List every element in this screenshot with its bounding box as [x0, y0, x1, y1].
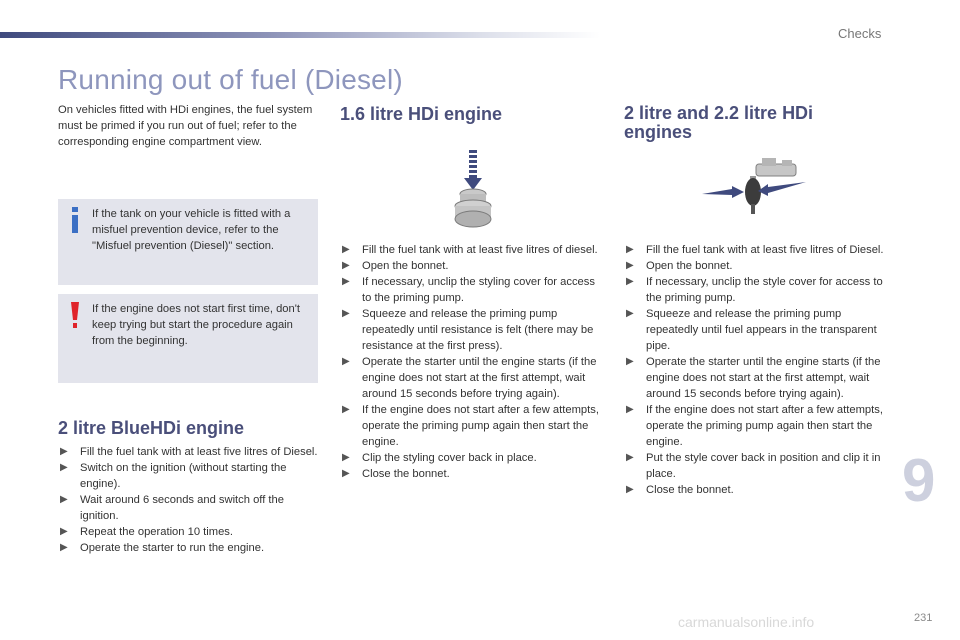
page-number: 231: [914, 612, 933, 624]
bullet-icon: ▶: [342, 260, 350, 271]
step-text: Fill the fuel tank with at least five litres of Diesel.: [80, 446, 318, 458]
bullet-icon: ▶: [342, 308, 350, 319]
step-item: [624, 242, 890, 258]
bullet-icon: ▶: [626, 244, 634, 255]
step-text: Clip the styling cover back in place.: [362, 452, 537, 464]
step-item: [340, 450, 602, 466]
step-text: Open the bonnet.: [646, 260, 733, 272]
bullet-icon: ▶: [626, 452, 634, 463]
step-item: [340, 306, 602, 354]
step-item: [624, 274, 890, 306]
hdi2-heading: 2 litre and 2.2 litre HDi engines: [624, 103, 814, 142]
section-label: Checks: [838, 26, 882, 41]
warning-notice: [58, 294, 318, 383]
bullet-icon: ▶: [60, 494, 68, 505]
bullet-icon: ▶: [626, 356, 634, 367]
step-text: Squeeze and release the priming pump repeatedly until fuel appears in the transparent pipe.: [646, 308, 877, 352]
info-notice: [58, 199, 318, 285]
bullet-icon: ▶: [626, 484, 634, 495]
step-item: [340, 258, 602, 274]
bullet-icon: ▶: [60, 446, 68, 457]
step-text: Operate the starter until the engine starts (if the engine does not start at the first attempt, wait around 15 seconds before trying again).: [362, 356, 597, 400]
bullet-icon: ▶: [626, 276, 634, 287]
step-item: [58, 492, 320, 524]
step-item: [340, 466, 602, 482]
bullet-icon: ▶: [60, 526, 68, 537]
step-text: Squeeze and release the priming pump repeatedly until resistance is felt (there may be resistance at the first press).: [362, 308, 594, 352]
bluehdi-steps: [58, 444, 320, 556]
watermark: carmanualsonline.info: [678, 614, 815, 630]
step-text: If the engine does not start after a few attempts, operate the priming pump again then start the engine.: [646, 404, 883, 448]
step-item: [624, 354, 890, 402]
step-text: Operate the starter to run the engine.: [80, 542, 265, 554]
hdi16-heading: 1.6 litre HDi engine: [340, 104, 503, 124]
bullet-icon: ▶: [626, 260, 634, 271]
step-item: [624, 258, 890, 274]
step-item: [58, 444, 320, 460]
page-title: Running out of fuel (Diesel): [58, 64, 403, 95]
warning-note-text: If the engine does not start first time, don't keep trying but start the procedure again from the beginning.: [92, 303, 300, 347]
bullet-icon: ▶: [60, 462, 68, 473]
bullet-icon: ▶: [342, 468, 350, 479]
bullet-icon: ▶: [60, 542, 68, 553]
header-rule: [0, 32, 600, 38]
bullet-icon: ▶: [342, 356, 350, 367]
info-note-text: If the tank on your vehicle is fitted with a misfuel prevention device, refer to the "Misfuel prevention (Diesel)" section.: [92, 208, 291, 252]
bullet-icon: ▶: [342, 276, 350, 287]
priming-bulb-illustration: [702, 158, 806, 216]
hdi16-steps: [340, 242, 602, 482]
step-text: Wait around 6 seconds and switch off the ignition.: [80, 494, 284, 522]
hdi2-steps: [624, 242, 890, 498]
step-text: Repeat the operation 10 times.: [80, 526, 233, 538]
bluehdi-heading: 2 litre BlueHDi engine: [58, 418, 245, 438]
bullet-icon: ▶: [626, 308, 634, 319]
step-item: [340, 354, 602, 402]
step-item: [624, 306, 890, 354]
info-icon: [70, 207, 80, 233]
warning-icon: [70, 302, 80, 328]
intro-text: On vehicles fitted with HDi engines, the fuel system must be primed if you run out of fuel; refer to the corresponding engine compartment view.: [58, 104, 313, 148]
step-text: Operate the starter until the engine starts (if the engine does not start at the first attempt, wait around 15 seconds before trying again).: [646, 356, 881, 400]
step-item: [58, 540, 320, 556]
priming-pump-illustration: [446, 150, 500, 230]
step-item: [624, 482, 890, 498]
step-text: Close the bonnet.: [362, 468, 450, 480]
step-text: Fill the fuel tank with at least five litres of diesel.: [362, 244, 598, 256]
step-item: [340, 274, 602, 306]
bullet-icon: ▶: [342, 452, 350, 463]
step-text: Open the bonnet.: [362, 260, 449, 272]
bullet-icon: ▶: [342, 404, 350, 415]
step-text: Close the bonnet.: [646, 484, 734, 496]
bullet-icon: ▶: [626, 404, 634, 415]
step-text: Put the style cover back in position and clip it in place.: [646, 452, 881, 480]
step-text: If necessary, unclip the styling cover for access to the priming pump.: [362, 276, 595, 304]
step-item: [624, 450, 890, 482]
step-text: Switch on the ignition (without starting the engine).: [80, 462, 287, 490]
step-item: [58, 460, 320, 492]
bullet-icon: ▶: [342, 244, 350, 255]
step-item: [340, 402, 602, 450]
chapter-number: 9: [902, 447, 936, 514]
step-text: If the engine does not start after a few attempts, operate the priming pump again then start the engine.: [362, 404, 599, 448]
step-item: [58, 524, 320, 540]
step-item: [624, 402, 890, 450]
step-text: If necessary, unclip the style cover for access to the priming pump.: [646, 276, 883, 304]
step-text: Fill the fuel tank with at least five litres of Diesel.: [646, 244, 884, 256]
step-item: [340, 242, 602, 258]
